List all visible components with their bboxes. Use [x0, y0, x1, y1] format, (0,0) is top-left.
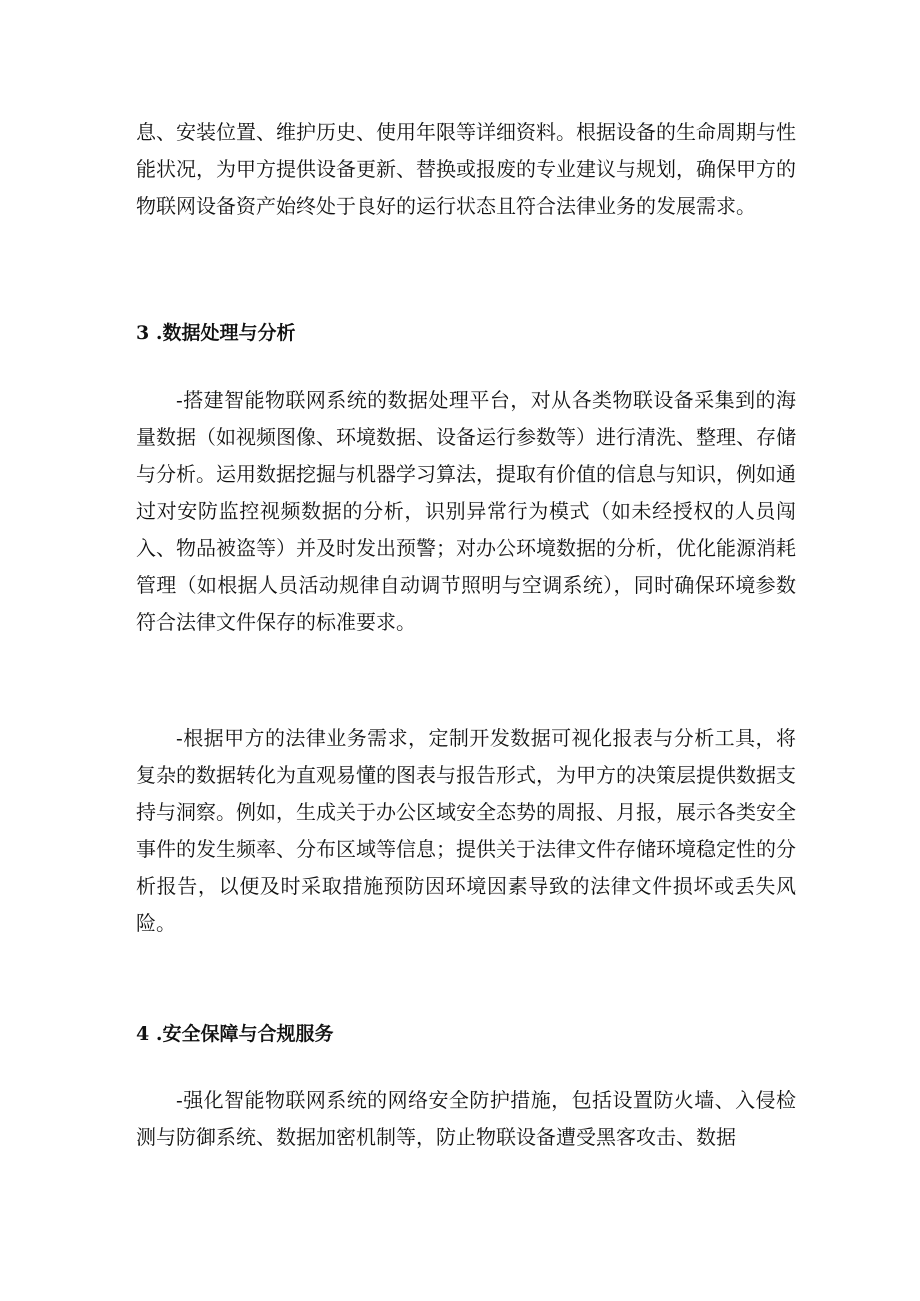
paragraph-device-lifecycle: 息、安装位置、维护历史、使用年限等详细资料。根据设备的生命周期与性能状况，为甲方提供设备更新、替换或报废的专业建议与规划，确保甲方的物联网设备资产始终处于良好的运行状态且符合法律业务的发展需求。	[136, 120, 796, 218]
section-heading-3: 3 .数据处理与分析	[136, 322, 296, 344]
paragraph-security: -强化智能物联网系统的网络安全防护措施，包括设置防火墙、入侵检测与防御系统、数据加密机制等，防止物联设备遭受黑客攻击、数据	[136, 1088, 796, 1149]
section-heading-4: 4 .安全保障与合规服务	[136, 1023, 334, 1045]
paragraph-data-visualization: -根据甲方的法律业务需求，定制开发数据可视化报表与分析工具，将复杂的数据转化为直观易懂的图表与报告形式，为甲方的决策层提供数据支持与洞察。例如，生成关于办公区域安全态势的周报、月报，展示各类安全事件的发生频率、分布区域等信息；提供关于法律文件存储环境稳定性的分析报告，以便及时采取措施预防因环境因素导致的法律文件损坏或丢失风险。	[136, 726, 796, 935]
paragraph-data-processing: -搭建智能物联网系统的数据处理平台，对从各类物联设备采集到的海量数据（如视频图像、环境数据、设备运行参数等）进行清洗、整理、存储与分析。运用数据挖掘与机器学习算法，提取有价值的信息与知识，例如通过对安防监控视频数据的分析，识别异常行为模式（如未经授权的人员闯入、物品被盗等）并及时发出预警；对办公环境数据的分析，优化能源消耗管理（如根据人员活动规律自动调节照明与空调系统），同时确保环境参数符合法律文件保存的标准要求。	[136, 388, 796, 634]
